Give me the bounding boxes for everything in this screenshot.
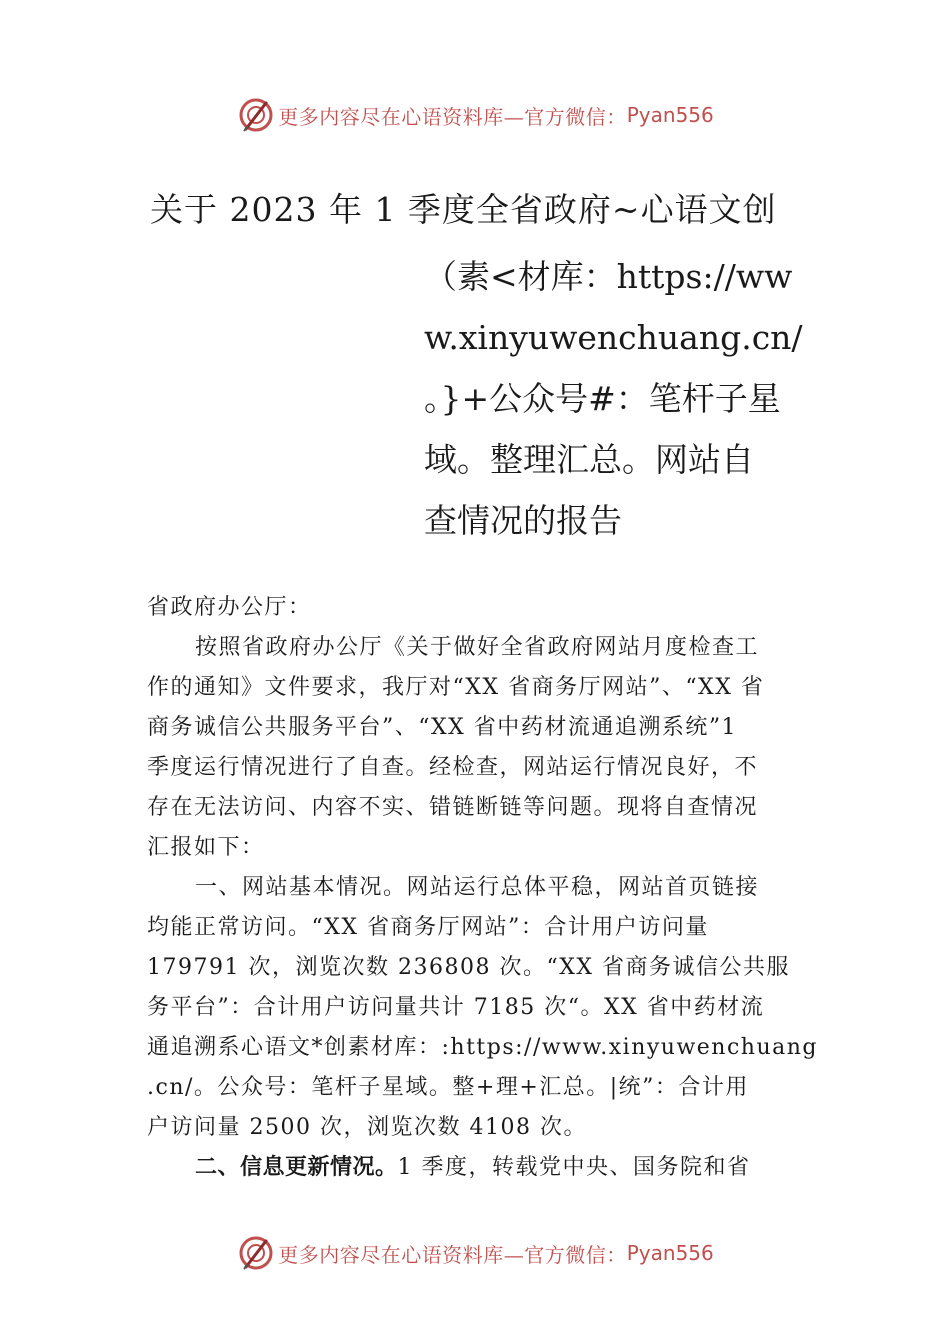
paragraph-line: 179791 次，浏览次数 236808 次。“XX 省商务诚信公共服 bbox=[147, 955, 791, 980]
pen-logo-icon bbox=[236, 1233, 276, 1273]
paragraph-section2 bbox=[147, 1148, 815, 1188]
paragraph-line: 通追溯系心语文*创素材库：:https://www.xinyuwenchuang bbox=[147, 1035, 819, 1060]
section2-text: 1 季度，转载党中央、国务院和省 bbox=[397, 1155, 751, 1180]
document-title-line1: 关于 2023 年 1 季度全省政府~心语文创 bbox=[150, 190, 777, 229]
title-line: w.xinyuwenchuang.cn/ bbox=[424, 318, 803, 357]
paragraph-line: 商务诚信公共服务平台”、“XX 省中药材流通追溯系统”1 bbox=[147, 715, 738, 740]
paragraph-line: 存在无法访问、内容不实、错链断链等问题。现将自查情况 bbox=[147, 795, 759, 820]
paragraph-line: 一、网站基本情况。网站运行总体平稳，网站首页链接 bbox=[195, 875, 760, 900]
paragraph-line: 作的通知》文件要求，我厅对“XX 省商务厅网站”、“XX 省 bbox=[147, 675, 765, 700]
paragraph-line: 均能正常访问。“XX 省商务厅网站”：合计用户访问量 bbox=[147, 915, 709, 940]
watermark-banner-top bbox=[0, 90, 950, 140]
paragraph-line: 户访问量 2500 次，浏览次数 4108 次。 bbox=[147, 1115, 587, 1140]
paragraph-intro bbox=[147, 628, 815, 868]
title-line: 查情况的报告 bbox=[424, 501, 622, 540]
watermark-text: 更多内容尽在心语资料库—官方微信： bbox=[278, 1242, 627, 1267]
document-body bbox=[147, 588, 819, 1188]
pen-logo-icon bbox=[236, 95, 276, 135]
watermark-text: 更多内容尽在心语资料库—官方微信： bbox=[278, 104, 627, 129]
paragraph-section1 bbox=[147, 868, 819, 1148]
paragraph-line: 务平台”：合计用户访问量共计 7185 次“。XX 省中药材流 bbox=[147, 995, 765, 1020]
title-line: 域。整理汇总。网站自 bbox=[424, 440, 754, 479]
paragraph-line: 季度运行情况进行了自查。经检查，网站运行情况良好，不 bbox=[147, 755, 759, 780]
salutation: 省政府办公厅： bbox=[147, 595, 312, 620]
title-line: 。}+公众号#：笔杆子星 bbox=[424, 379, 781, 418]
document-title-continuation bbox=[424, 246, 803, 551]
section2-heading: 二、信息更新情况。 bbox=[195, 1155, 398, 1180]
paragraph-line: 按照省政府办公厅《关于做好全省政府网站月度检查工 bbox=[195, 635, 760, 660]
watermark-wechat-id: Pyan556 bbox=[626, 103, 714, 127]
paragraph-line: .cn/。公众号：笔杆子星域。整+理+汇总。|统”：合计用 bbox=[147, 1075, 749, 1100]
watermark-banner-bottom bbox=[0, 1228, 950, 1278]
paragraph-line bbox=[147, 1148, 815, 1188]
watermark-wechat-id: Pyan556 bbox=[626, 1241, 714, 1265]
title-line: （素<材库：https://ww bbox=[424, 257, 793, 296]
paragraph-line: 汇报如下： bbox=[147, 835, 265, 860]
